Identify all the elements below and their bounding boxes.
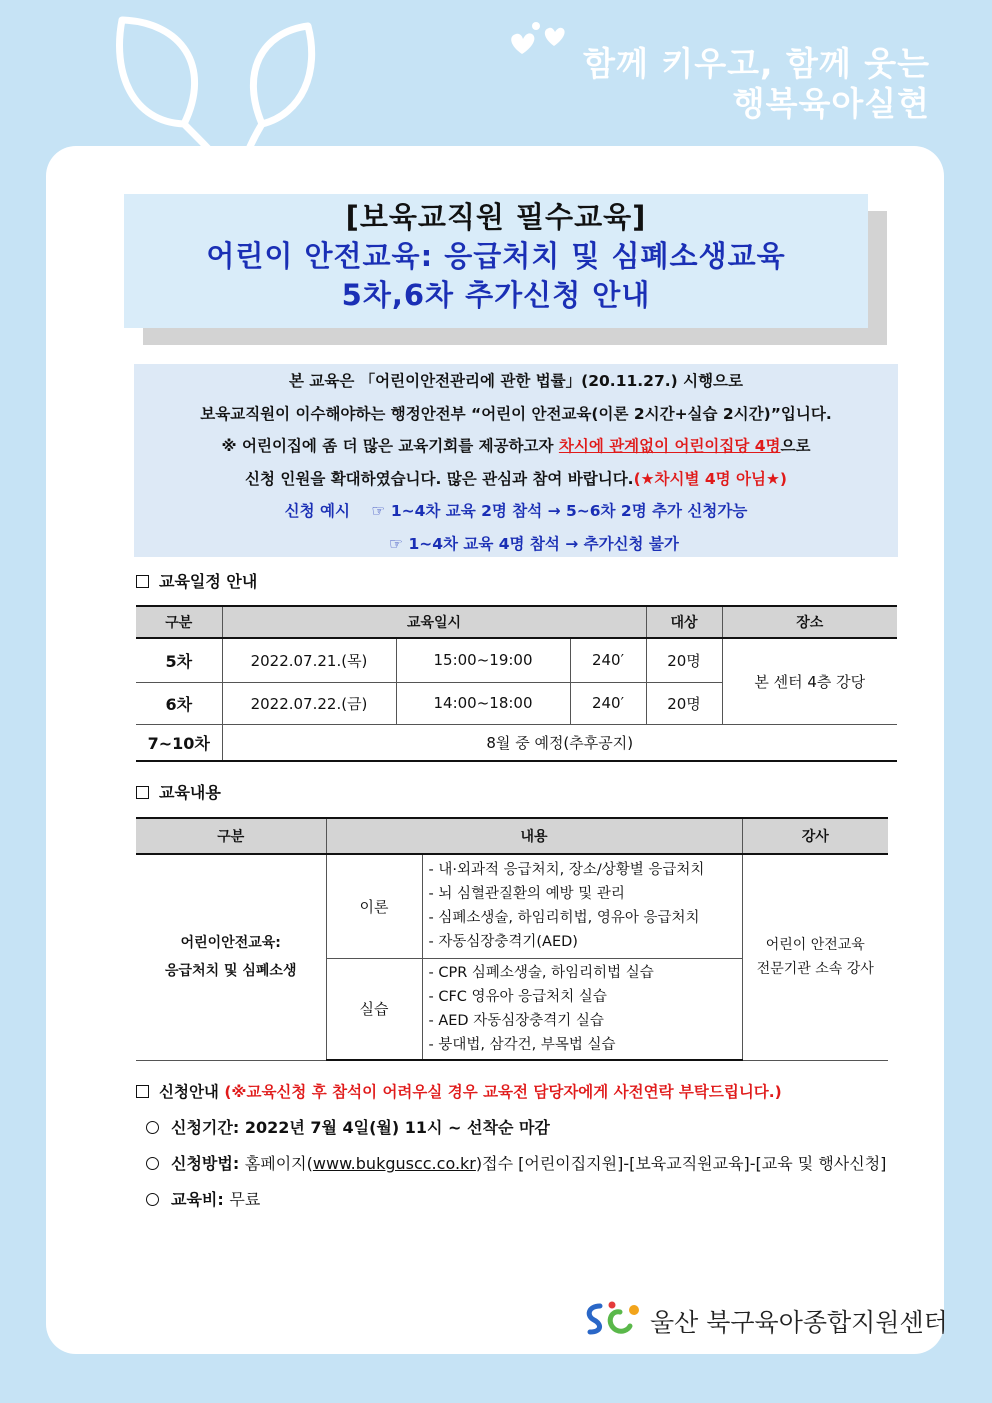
footer-logo (582, 1300, 948, 1342)
category-line2: 응급처치 및 심폐소생 (165, 963, 297, 980)
title-box (124, 194, 868, 328)
checkbox-square-icon (136, 786, 149, 799)
theory-label: 이론 (326, 854, 422, 958)
fee-label: 교육비: (171, 1190, 224, 1209)
notice-line3-end: 으로 (780, 437, 811, 455)
schedule-section-title (136, 569, 257, 592)
list-item: - 내·외과적 응급처치, 장소/상황별 응급처치 (429, 858, 742, 882)
session-cell: 6차 (136, 682, 222, 724)
list-item: - 붕대법, 삼각건, 부목법 실습 (429, 1033, 742, 1057)
content-title-text: 교육내용 (159, 783, 221, 802)
checkbox-square-icon (136, 575, 149, 588)
session-cell: 5차 (136, 638, 222, 682)
instructor-line2: 전문기관 소속 강사 (756, 961, 874, 978)
fee-value: 무료 (229, 1190, 261, 1209)
list-item: - 뇌 심혈관질환의 예방 및 관리 (429, 882, 742, 906)
category-line1: 어린이안전교육: (180, 935, 281, 952)
header-cell: 장소 (722, 606, 897, 638)
content-table (136, 817, 888, 1061)
target-cell: 20명 (646, 638, 722, 682)
header-cell: 구분 (136, 606, 222, 638)
notice-line4 (134, 463, 898, 496)
title-line2: 어린이 안전교육: 응급처치 및 심폐소생교육 (206, 239, 786, 273)
slogan (583, 44, 930, 124)
list-item: - 심폐소생술, 하임리히법, 영유아 응급처치 (429, 906, 742, 930)
circle-bullet-icon (146, 1157, 159, 1170)
target-cell: 20명 (646, 682, 722, 724)
practice-list (422, 958, 742, 1060)
instructor-cell (742, 854, 888, 1060)
slogan-line1: 함께 키우고, 함께 웃는 (583, 44, 930, 83)
date-cell: 2022.07.21.(목) (222, 638, 396, 682)
method-label: 신청방법: (171, 1154, 240, 1173)
header-cell: 구분 (136, 818, 326, 854)
category-cell (136, 854, 326, 1060)
instructor-line1: 어린이 안전교육 (765, 937, 865, 954)
apply-fee (146, 1187, 260, 1210)
homepage-link[interactable]: www.bukguscc.co.kr (312, 1154, 476, 1173)
practice-label: 실습 (326, 958, 422, 1060)
checkbox-square-icon (136, 1085, 149, 1098)
header-cell: 강사 (742, 818, 888, 854)
duration-cell: 240′ (570, 638, 646, 682)
notice-line3-text: ※ 어린이집에 좀 더 많은 교육기회를 제공하고자 (221, 437, 559, 455)
future-note-cell: 8월 중 예정(추후공지) (222, 724, 897, 761)
schedule-header-row (136, 606, 897, 638)
notice-line4-text: 신청 인원을 확대하였습니다. 많은 관심과 참여 바랍니다. (245, 469, 634, 488)
notice-highlight: 차시에 관계없이 어린이집당 4명 (558, 437, 781, 455)
content-header-row (136, 818, 888, 854)
list-item: - AED 자동심장충격기 실습 (429, 1009, 742, 1033)
list-item: - CFC 영유아 응급처치 실습 (429, 985, 742, 1009)
apply-note: (※교육신청 후 참석이 어려우실 경우 교육전 담당자에게 사전연락 부탁드립니다.) (224, 1083, 782, 1101)
apply-method (146, 1151, 886, 1174)
notice-line1: 본 교육은 「어린이안전관리에 관한 법률」(20.11.27.) 시행으로 (289, 372, 743, 390)
session-cell: 7~10차 (136, 724, 222, 761)
table-row (136, 724, 897, 761)
notice-warning: (★차시별 4명 아님★) (633, 469, 787, 488)
header-cell: 교육일시 (222, 606, 646, 638)
date-cell: 2022.07.22.(금) (222, 682, 396, 724)
time-cell: 14:00~18:00 (396, 682, 570, 724)
notice-example1: 신청 예시 ☞ 1~4차 교육 2명 참석 → 5~6차 2명 추가 신청가능 (284, 502, 748, 520)
title-line1: [보육교직원 필수교육] (345, 200, 647, 234)
org-name: 울산 북구육아종합지원센터 (650, 1308, 948, 1337)
notice-example2: ☞ 1~4차 교육 4명 참석 → 추가신청 불가 (389, 534, 679, 553)
list-item: - 자동심장충격기(AED) (429, 930, 742, 954)
header-cell: 내용 (326, 818, 742, 854)
apply-title-text: 신청안내 (159, 1083, 219, 1101)
circle-bullet-icon (146, 1121, 159, 1134)
time-cell: 15:00~19:00 (396, 638, 570, 682)
theory-list (422, 854, 742, 958)
notice-box (134, 364, 898, 557)
place-cell: 본 센터 4층 강당 (722, 638, 897, 724)
center-logo-icon (582, 1300, 642, 1342)
notice-line2: 보육교직원이 이수해야하는 행정안전부 “어린이 안전교육(이론 2시간+실습 2시간)”입니다. (200, 404, 832, 423)
period-label: 신청기간: (171, 1118, 240, 1137)
apply-period (146, 1115, 550, 1138)
schedule-title-text: 교육일정 안내 (159, 572, 258, 591)
schedule-table (136, 605, 897, 762)
slogan-line2: 행복육아실현 (732, 84, 930, 123)
content-section-title (136, 780, 221, 803)
apply-section-title (136, 1080, 782, 1102)
method-path: )접수 [어린이집지원]-[보육교직원교육]-[교육 및 행사신청] (475, 1154, 887, 1173)
list-item: - CPR 심폐소생술, 하임리히법 실습 (429, 961, 742, 985)
circle-bullet-icon (146, 1193, 159, 1206)
header-cell: 대상 (646, 606, 722, 638)
period-value: 2022년 7월 4일(월) 11시 ~ 선착순 마감 (244, 1118, 550, 1137)
table-row (136, 638, 897, 682)
leaf-outline-icon (112, 12, 322, 162)
notice-line3 (134, 430, 898, 463)
duration-cell: 240′ (570, 682, 646, 724)
title-line3: 5차,6차 추가신청 안내 (341, 278, 651, 312)
table-row (136, 854, 888, 958)
hearts-icon (508, 20, 578, 64)
method-text: 홈페이지( (244, 1154, 313, 1173)
